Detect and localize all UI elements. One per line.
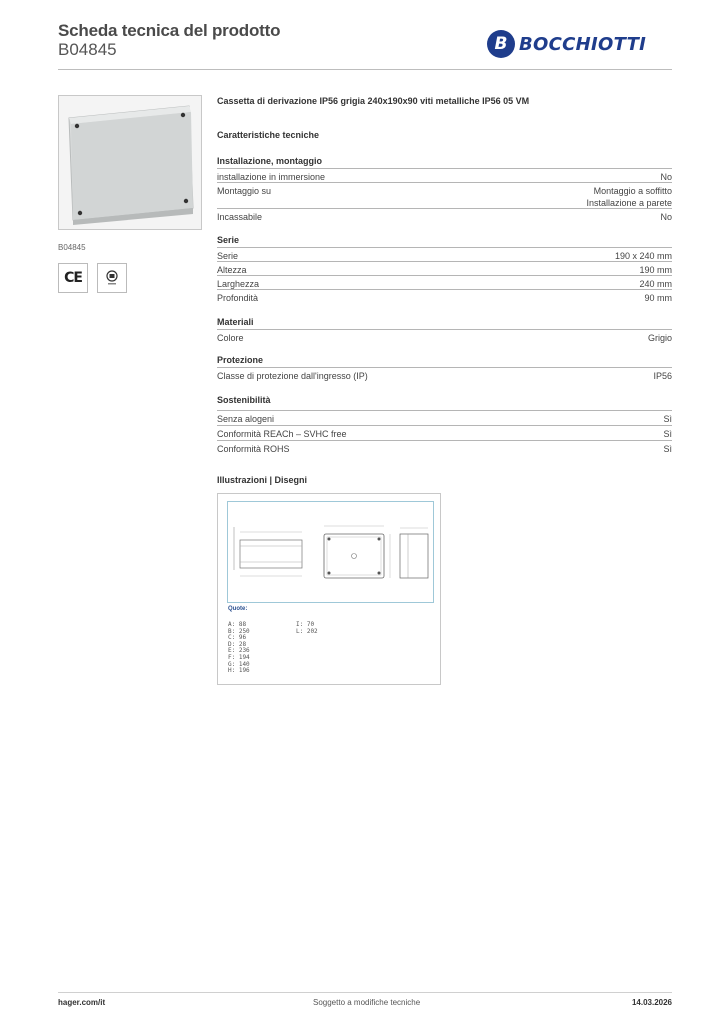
product-description: Cassetta di derivazione IP56 grigia 240x190x90 viti metalliche IP56 05 VM [217,96,530,106]
spec-label: Colore [217,333,244,343]
spec-value: Sì [663,414,672,424]
spec-row [217,410,672,425]
section-title-materiali: Materiali [217,317,254,327]
footer-divider [58,992,672,993]
spec-label: Incassabile [217,212,263,222]
ce-mark-icon: CE [58,263,88,293]
spec-label: installazione in immersione [217,172,326,182]
quote-list-left [228,622,250,675]
section-title-illustrazioni: Illustrazioni | Disegni [217,475,308,485]
spec-row [217,440,672,455]
dimension-drawing [228,502,433,602]
spec-value-line: Installazione a parete [586,198,672,208]
spec-value: 190 x 240 mm [614,251,672,261]
spec-row [217,208,672,224]
section-title-serie: Serie [217,235,240,245]
drawing-frame [227,501,434,603]
quote-item: L: 202 [296,627,318,635]
quote-list-right [296,622,318,635]
quote-item: F: 194 [228,653,250,661]
spec-value: No [660,172,672,182]
footer-date: 14.03.2026 [631,998,672,1007]
technical-drawing [217,493,441,685]
section-title-installazione: Installazione, montaggio [217,156,323,166]
product-code: B04845 [58,40,117,59]
brand-name: BOCCHIOTTI [519,33,647,55]
spec-value [586,185,672,210]
footer-site-link[interactable]: hager.com/it [58,998,106,1007]
spec-value: 240 mm [639,279,672,289]
section-title-protezione: Protezione [217,355,264,365]
quote-item: D: 28 [228,640,247,648]
spec-row [217,329,672,344]
spec-row [217,367,672,382]
footer-note: Soggetto a modifiche tecniche [313,998,421,1007]
header-divider [58,69,672,70]
spec-row [217,261,672,276]
photo-caption: B04845 [58,243,86,252]
spec-value: No [660,212,672,222]
quote-item: B: 250 [228,627,250,635]
quote-item: A: 88 [228,621,247,628]
spec-label: Larghezza [217,279,260,289]
spec-row [217,247,672,262]
spec-value-line: Montaggio a soffitto [593,186,672,196]
spec-value: 90 mm [644,293,672,303]
spec-label: Montaggio su [217,186,272,196]
spec-label: Profondità [217,293,259,303]
quote-item: G: 140 [228,660,250,668]
spec-label: Serie [217,251,239,261]
section-title-sostenibilita: Sostenibilità [217,395,271,405]
spec-value: 190 mm [639,265,672,275]
spec-label: Classe di protezione dall'ingresso (IP) [217,371,368,381]
spec-label: Senza alogeni [217,414,275,424]
spec-label: Conformità ROHS [217,444,290,454]
spec-row [217,182,672,210]
quote-item: C: 96 [228,634,247,642]
spec-value: Sì [663,444,672,454]
spec-value: IP56 [653,371,672,381]
quote-title: Quote: [228,606,248,612]
brand-mark-icon: B [487,30,515,58]
quote-item: H: 196 [228,667,250,675]
brand-logo [487,29,646,59]
characteristics-heading: Caratteristiche tecniche [217,130,320,140]
junction-box-illustration [59,96,201,229]
spec-row [217,425,672,440]
quote-item: E: 236 [228,647,250,655]
spec-value: Sì [663,429,672,439]
quote-item: I: 70 [296,621,315,628]
spec-label: Conformità REACh – SVHC free [217,429,347,439]
spec-row [217,289,672,304]
product-image [58,95,202,230]
spec-value: Grigio [647,333,672,343]
spec-label: Altezza [217,265,247,275]
spec-row [217,275,672,290]
imq-mark-icon [97,263,127,293]
page-title: Scheda tecnica del prodotto [58,21,281,40]
